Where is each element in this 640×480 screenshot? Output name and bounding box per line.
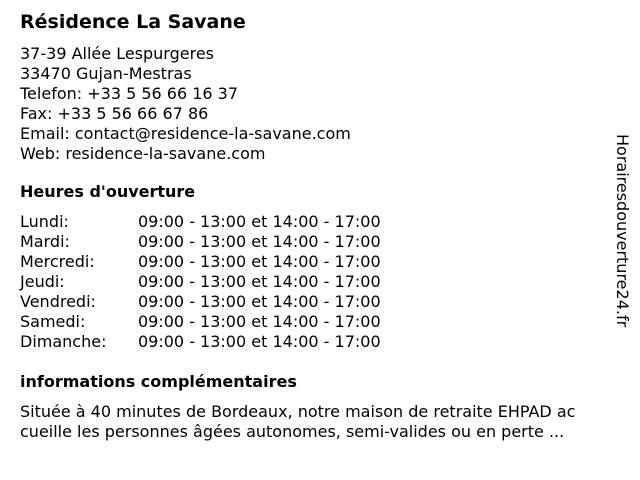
time-range: 09:00 - 13:00 et 14:00 - 17:00 (138, 252, 381, 271)
business-name: Résidence La Savane (20, 11, 246, 33)
day-label: Dimanche: (20, 332, 107, 351)
time-range: 09:00 - 13:00 et 14:00 - 17:00 (138, 332, 381, 351)
contact-block (20, 44, 616, 164)
time-range: 09:00 - 13:00 et 14:00 - 17:00 (138, 212, 381, 231)
day-label: Samedi: (20, 312, 86, 331)
hours-heading: Heures d'ouverture (20, 182, 196, 201)
site-watermark: Horairesdouverture24.fr (613, 134, 632, 328)
info-text-line: cueille les personnes âgées autonomes, semi-valides ou en perte ... (20, 422, 565, 441)
hours-row (20, 252, 381, 272)
fax-line: Fax: +33 5 56 66 67 86 (20, 104, 209, 123)
day-label: Lundi: (20, 212, 69, 231)
email-line: Email: contact@residence-la-savane.com (20, 124, 351, 143)
time-range: 09:00 - 13:00 et 14:00 - 17:00 (138, 312, 381, 331)
hours-row (20, 212, 381, 232)
info-heading: informations complémentaires (20, 372, 297, 391)
hours-row (20, 272, 381, 292)
hours-row (20, 232, 381, 252)
time-range: 09:00 - 13:00 et 14:00 - 17:00 (138, 232, 381, 251)
day-label: Mercredi: (20, 252, 95, 271)
web-line: Web: residence-la-savane.com (20, 144, 266, 163)
opening-hours-table (20, 212, 381, 352)
time-range: 09:00 - 13:00 et 14:00 - 17:00 (138, 272, 381, 291)
day-label: Mardi: (20, 232, 70, 251)
time-range: 09:00 - 13:00 et 14:00 - 17:00 (138, 292, 381, 311)
hours-row (20, 292, 381, 312)
hours-row (20, 312, 381, 332)
address-city: 33470 Gujan-Mestras (20, 64, 192, 83)
business-card (20, 10, 616, 442)
phone-line: Telefon: +33 5 56 66 16 37 (20, 84, 239, 103)
day-label: Vendredi: (20, 292, 96, 311)
info-text-line: Située à 40 minutes de Bordeaux, notre maison de retraite EHPAD ac (20, 402, 576, 421)
day-label: Jeudi: (20, 272, 65, 291)
address-street: 37-39 Allée Lespurgeres (20, 44, 214, 63)
hours-row (20, 332, 381, 352)
